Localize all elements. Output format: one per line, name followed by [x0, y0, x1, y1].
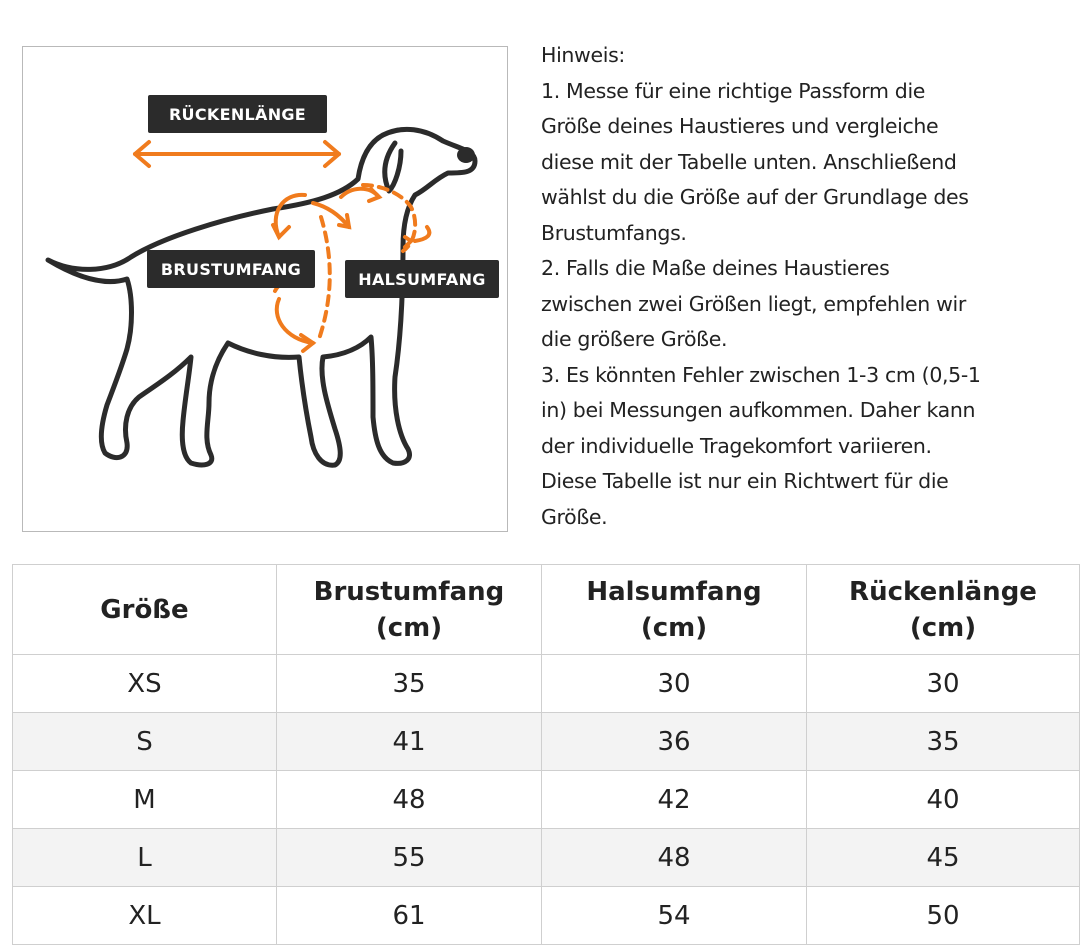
size-table — [12, 564, 1080, 945]
measurement-diagram — [22, 46, 508, 532]
cell-chest: 55 — [276, 829, 541, 887]
notes-heading: Hinweis: — [541, 43, 625, 67]
back-length-label: RÜCKENLÄNGE — [148, 95, 327, 133]
table-row — [13, 887, 1080, 945]
cell-neck: 30 — [542, 655, 807, 713]
notes-line: Brustumfangs. — [541, 220, 687, 245]
cell-back: 30 — [806, 655, 1079, 713]
table-row — [13, 713, 1080, 771]
notes-line: Größe deines Haustieres und vergleiche — [541, 114, 939, 138]
cell-size: XL — [13, 887, 277, 945]
cell-neck: 54 — [542, 887, 807, 945]
notes-line: 1. Messe für eine richtige Passform die — [541, 78, 926, 103]
notes-line: Größe. — [541, 504, 608, 529]
cell-neck: 48 — [542, 829, 807, 887]
notes-line: zwischen zwei Größen liegt, empfehlen wir — [541, 291, 966, 316]
notes-line: die größere Größe. — [541, 327, 728, 351]
cell-back: 35 — [806, 713, 1079, 771]
header-back: Rückenlänge (cm) — [806, 565, 1079, 655]
cell-size: L — [13, 829, 277, 887]
notes-line: diese mit der Tabelle unten. Anschließend — [541, 149, 957, 174]
table-row — [13, 655, 1080, 713]
notes-line: wählst du die Größe auf der Grundlage des — [541, 185, 969, 209]
cell-back: 45 — [806, 829, 1079, 887]
notes-line: der individuelle Tragekomfort variieren. — [541, 433, 932, 458]
header-neck: Halsumfang (cm) — [542, 565, 807, 655]
cell-neck: 36 — [542, 713, 807, 771]
neck-label: HALSUMFANG — [345, 260, 499, 298]
table-row — [13, 829, 1080, 887]
cell-chest: 48 — [276, 771, 541, 829]
cell-chest: 61 — [276, 887, 541, 945]
cell-size: XS — [13, 655, 277, 713]
header-chest: Brustumfang (cm) — [276, 565, 541, 655]
table-header-row — [13, 565, 1080, 655]
cell-size: S — [13, 713, 277, 771]
table-row — [13, 771, 1080, 829]
notes-line: 3. Es könnten Fehler zwischen 1-3 cm (0,5-1 — [541, 362, 981, 387]
notes-line: 2. Falls die Maße deines Haustieres — [541, 256, 890, 280]
cell-neck: 42 — [542, 771, 807, 829]
cell-chest: 35 — [276, 655, 541, 713]
cell-back: 50 — [806, 887, 1079, 945]
notes-line: in) bei Messungen aufkommen. Daher kann — [541, 398, 976, 422]
header-size: Größe — [13, 565, 277, 655]
notes-block — [541, 38, 1080, 535]
notes-line: Diese Tabelle ist nur ein Richtwert für die — [541, 469, 949, 493]
chest-label: BRUSTUMFANG — [147, 250, 315, 288]
cell-chest: 41 — [276, 713, 541, 771]
cell-back: 40 — [806, 771, 1079, 829]
double-arrow-icon — [135, 142, 339, 166]
cell-size: M — [13, 771, 277, 829]
